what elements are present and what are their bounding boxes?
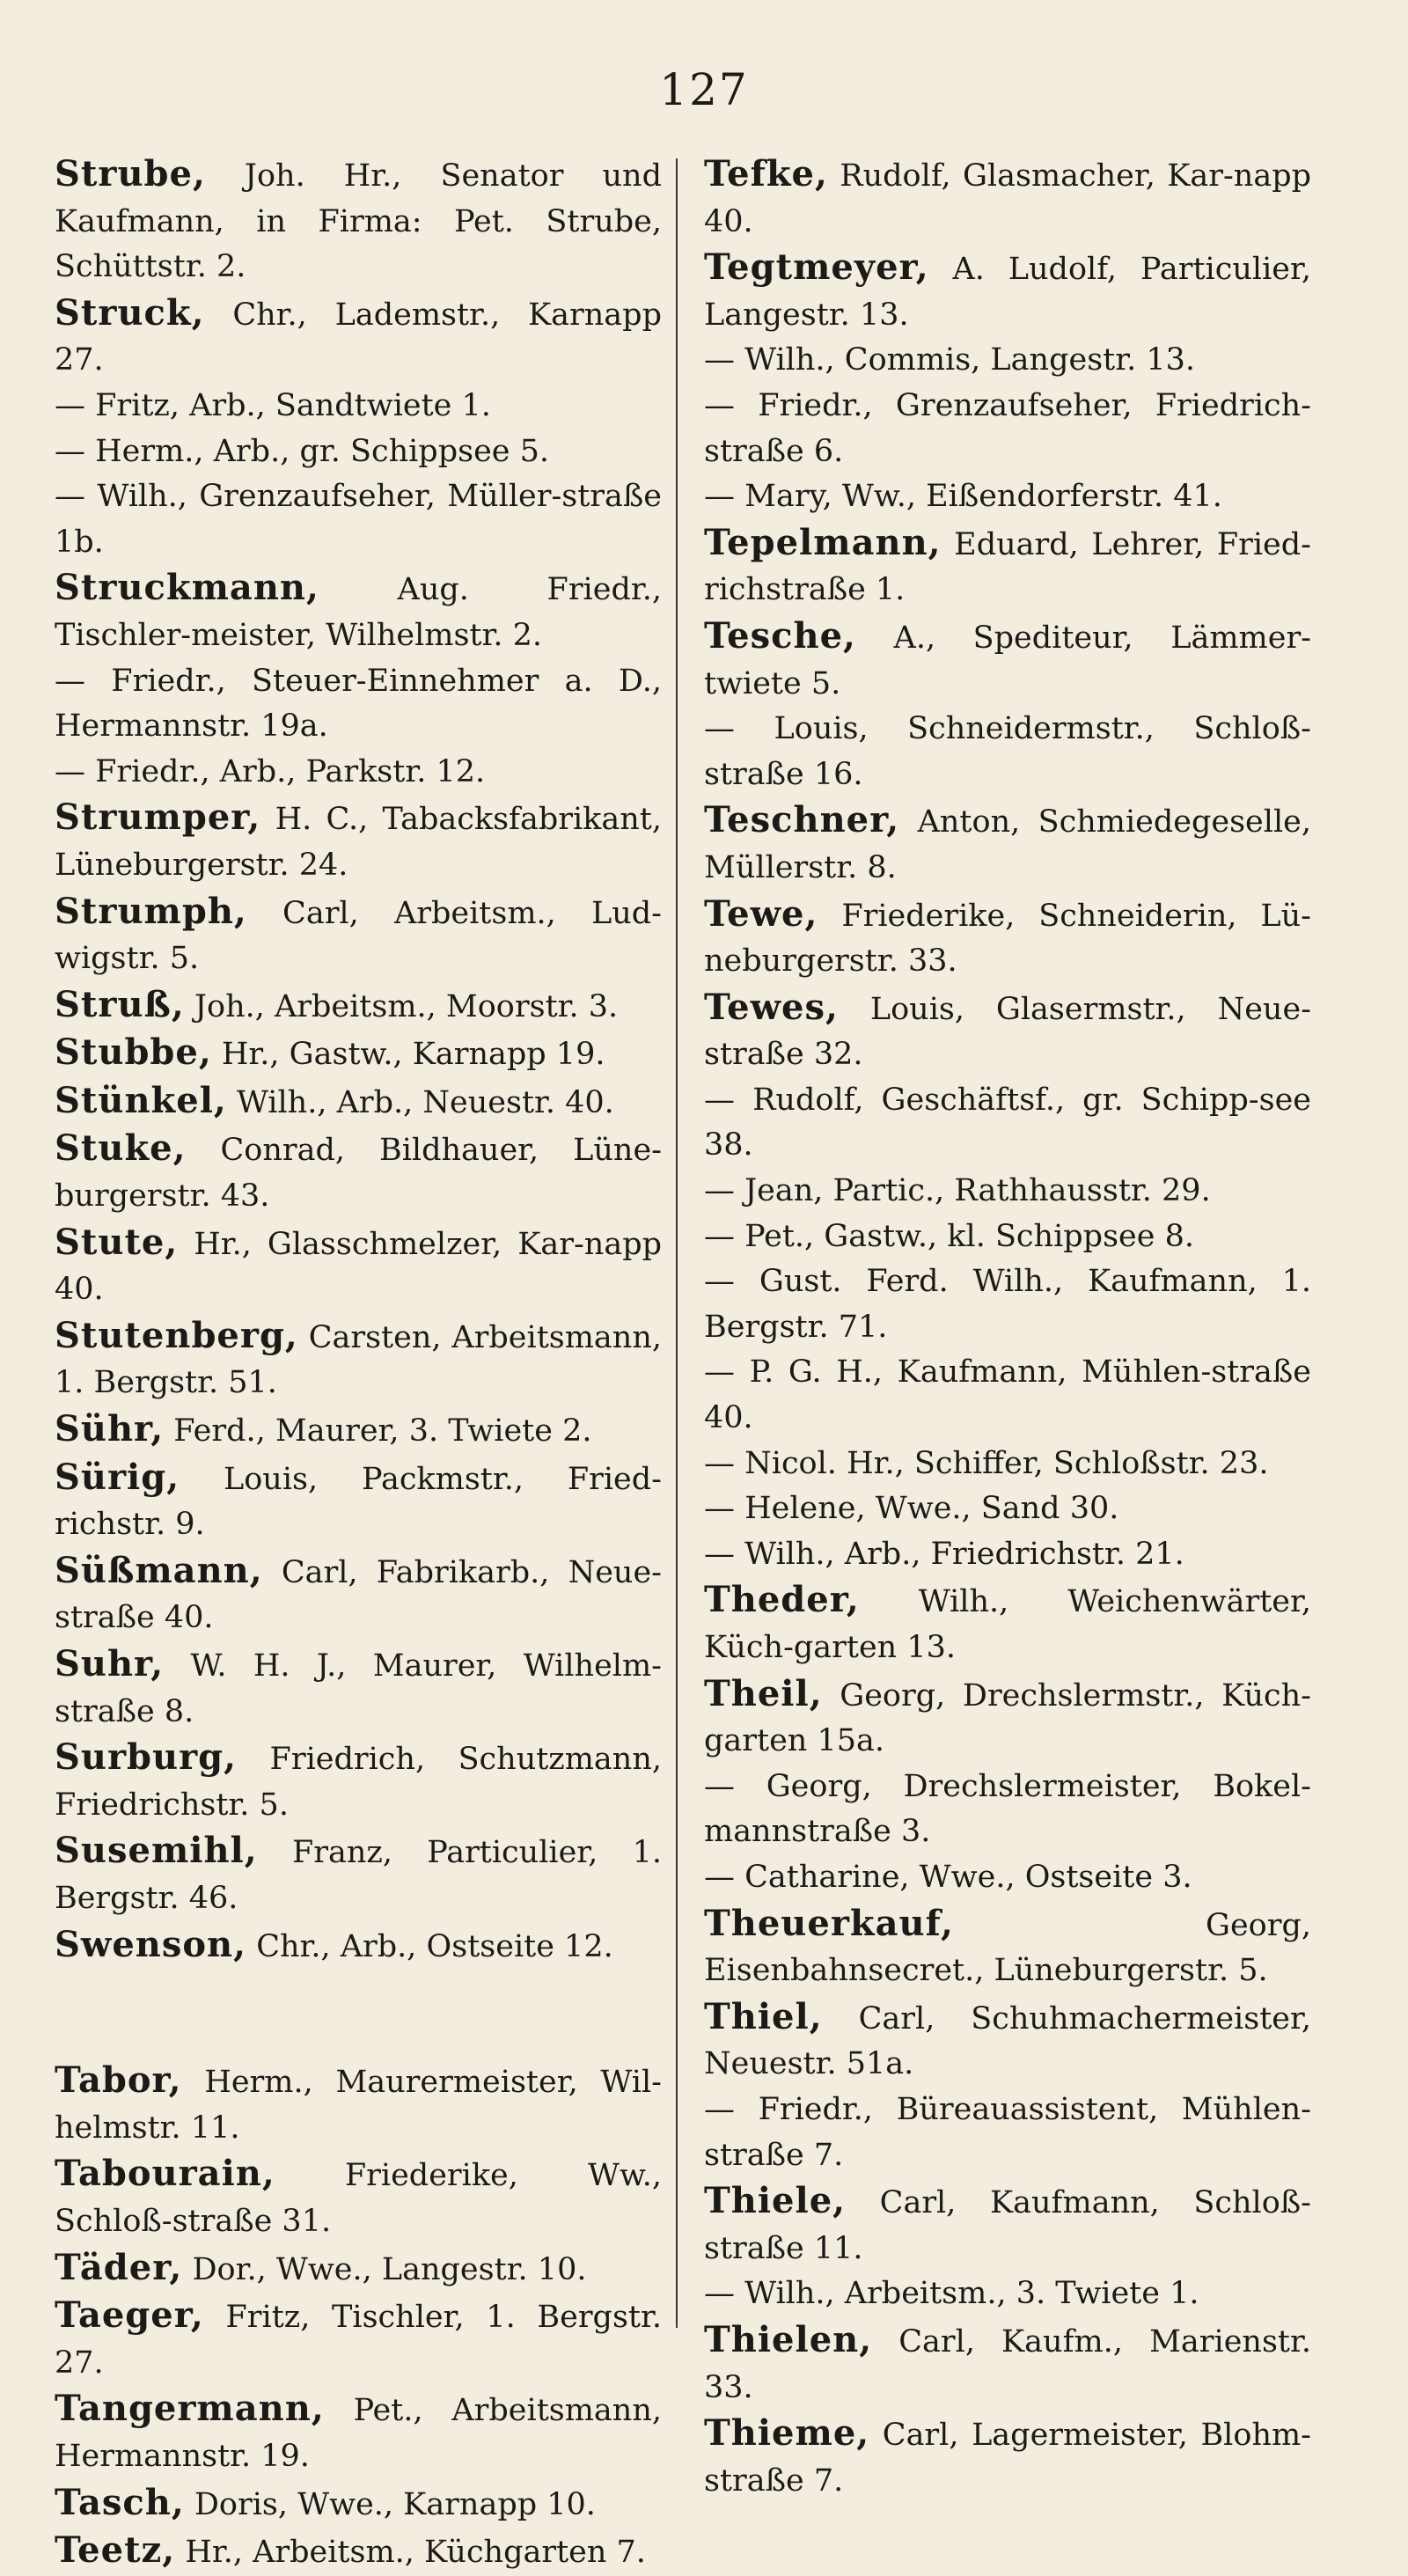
entry-surname: Theil, (704, 1672, 823, 1714)
directory-entry (704, 2178, 1311, 2271)
entry-details: — Friedr., Grenzaufseher, Friedrich-straße 6. (704, 387, 1311, 469)
entry-details: Carl, Lagermeister, Blohm-straße 7. (704, 2418, 1311, 2499)
entry-surname: Swenson, (55, 1923, 247, 1965)
entry-details: Pet., Arbeitsmann, Hermannstr. 19. (55, 2393, 662, 2474)
entry-surname: Struck, (55, 291, 205, 334)
directory-entry (55, 2058, 662, 2151)
entry-details: — Wilh., Arbeitsm., 3. Twiete 1. (704, 2276, 1199, 2312)
entry-surname: Teschner, (704, 799, 900, 841)
entry-surname: Suhr, (55, 1643, 165, 1684)
directory-entry (704, 1855, 1311, 1901)
entry-details: Franz, Particulier, 1. Bergstr. 46. (55, 1835, 662, 1916)
entry-details: Friederike, Schneiderin, Lü-neburgerstr. 33. (704, 898, 1311, 980)
entry-details: Carl, Kaufmann, Schloß-straße 11. (704, 2185, 1311, 2266)
entry-details: Chr., Lademstr., Karnapp 27. (55, 297, 662, 378)
entry-details: — Friedr., Büreauassistent, Mühlen-straße 7. (704, 2091, 1311, 2173)
entry-surname: Theuerkauf, (704, 1902, 954, 1944)
entry-details: — Mary, Ww., Eißendorferstr. 41. (704, 479, 1222, 515)
entry-details: — Fritz, Arb., Sandtwiete 1. (55, 387, 491, 423)
directory-entry (55, 1220, 662, 1313)
entry-surname: Stuke, (55, 1127, 187, 1170)
directory-entry (55, 1078, 662, 1127)
directory-entry (55, 474, 662, 565)
entry-surname: Stünkel, (55, 1079, 227, 1121)
directory-entry (55, 2386, 662, 2479)
entry-details: — Gust. Ferd. Wilh., Kaufmann, 1. Bergstr. 71. (704, 1264, 1311, 1345)
entry-surname: Taeger, (55, 2294, 204, 2337)
entry-details: Georg, Drechslermstr., Küch-garten 15a. (704, 1677, 1311, 1759)
entry-details: Carl, Kaufm., Marienstr. 33. (704, 2323, 1311, 2405)
entry-surname: Stute, (55, 1221, 179, 1263)
directory-entry (704, 1765, 1311, 1855)
entry-surname: Thiele, (704, 2180, 847, 2222)
entry-surname: Täder, (55, 2246, 183, 2288)
directory-entry (704, 2088, 1311, 2178)
entry-surname: Sürig, (55, 1456, 180, 1498)
entry-details: Louis, Glasermstr., Neue-straße 32. (704, 991, 1311, 1073)
directory-entry (704, 1671, 1311, 1765)
entry-surname: Thieme, (704, 2412, 870, 2455)
entry-surname: Tesche, (704, 614, 856, 657)
page-number: 127 (659, 64, 749, 115)
entry-details: Joh. Hr., Senator und Kaufmann, in Firma: Pet. Strube, Schüttstr. 2. (55, 158, 662, 285)
entry-details: — Pet., Gastw., kl. Schippsee 8. (704, 1218, 1194, 1254)
entry-surname: Surburg, (55, 1736, 238, 1779)
entry-details: — Friedr., Arb., Parkstr. 12. (55, 753, 486, 789)
directory-entry (55, 1922, 662, 1971)
directory-entry (704, 985, 1311, 1078)
entry-surname: Stubbe, (55, 1031, 212, 1074)
entry-surname: Struckmann, (55, 567, 319, 609)
directory-entry (55, 659, 662, 750)
directory-entry (55, 795, 662, 888)
entry-details: Wilh., Weichenwärter, Küch-garten 13. (704, 1584, 1311, 1665)
directory-entry (704, 384, 1311, 474)
directory-entry (704, 2271, 1311, 2317)
directory-entry (55, 1735, 662, 1828)
directory-entry (704, 338, 1311, 384)
entry-details: — Louis, Schneidermstr., Schloß-straße 16. (704, 711, 1311, 792)
entry-details: Chr., Arb., Ostseite 12. (246, 1928, 613, 1964)
entry-details: Friederike, Ww., Schloß-straße 31. (55, 2158, 662, 2239)
entry-details: — Wilh., Grenzaufseher, Müller-straße 1b. (55, 479, 662, 560)
entry-details: — Friedr., Steuer-Einnehmer a. D., Hermannstr. 19a. (55, 663, 662, 745)
entry-details: Eduard, Lehrer, Fried-richstraße 1. (704, 526, 1311, 608)
entry-details: Herm., Maurermeister, Wil-helmstr. 11. (55, 2065, 662, 2146)
entry-surname: Tabourain, (55, 2153, 275, 2195)
entry-details: Carl, Arbeitsm., Lud-wigstr. 5. (55, 895, 662, 977)
entry-details: — Wilh., Commis, Langestr. 13. (704, 342, 1196, 378)
entry-details: — Catharine, Wwe., Ostseite 3. (704, 1859, 1192, 1895)
directory-entry (704, 151, 1311, 245)
entry-surname: Sühr, (55, 1408, 165, 1450)
entry-details: — Georg, Drechslermeister, Bokel-mannstraße 3. (704, 1768, 1311, 1850)
directory-entry (704, 1532, 1311, 1578)
directory-entry (55, 2245, 662, 2293)
entry-details: W. H. J., Maurer, Wilhelm-straße 8. (55, 1648, 662, 1729)
entry-details: Rudolf, Glasmacher, Kar-napp 40. (704, 158, 1311, 239)
directory-entry (704, 1994, 1311, 2088)
directory-entry (704, 1169, 1311, 1215)
directory-entry (55, 384, 662, 429)
entry-details: Carl, Schuhmachermeister, Neuestr. 51a. (704, 2000, 1311, 2082)
entry-details: — Wilh., Arb., Friedrichstr. 21. (704, 1536, 1184, 1572)
directory-entry (704, 1215, 1311, 1260)
entry-surname: Tewes, (704, 986, 839, 1028)
directory-entry (55, 1126, 662, 1219)
entry-details: Friedrich, Schutzmann, Friedrichstr. 5. (55, 1742, 662, 1823)
directory-entry (55, 565, 662, 658)
directory-entry (55, 151, 662, 290)
entry-details: A., Spediteur, Lämmer-twiete 5. (704, 620, 1311, 701)
directory-entry (704, 1442, 1311, 1487)
entry-details: H. C., Tabacksfabrikant, Lüneburgerstr. 24. (55, 802, 662, 883)
entry-surname: Strumper, (55, 796, 261, 839)
directory-entry (55, 982, 662, 1031)
directory-entry (704, 1259, 1311, 1350)
entry-details: A. Ludolf, Particulier, Langestr. 13. (704, 252, 1311, 333)
entry-details: Hr., Glasschmelzer, Kar-napp 40. (55, 1226, 662, 1308)
entry-details: Carsten, Arbeitsmann, 1. Bergstr. 51. (55, 1319, 662, 1401)
directory-entry (704, 1901, 1311, 1994)
entry-surname: Tewe, (704, 892, 818, 935)
directory-entry (55, 290, 662, 384)
directory-entry (704, 1486, 1311, 1532)
directory-entry (704, 2411, 1311, 2504)
entry-surname: Stutenberg, (55, 1314, 298, 1356)
directory-entry (704, 2317, 1311, 2411)
entry-surname: Strumph, (55, 890, 247, 932)
directory-entry (704, 245, 1311, 338)
entry-details: Georg, Eisenbahnsecret., Lüneburgerstr. 5. (704, 1907, 1311, 1989)
entry-surname: Teetz, (55, 2529, 176, 2572)
entry-surname: Tepelmann, (704, 521, 942, 563)
section-gap (55, 1970, 662, 2058)
entry-details: Hr., Gastw., Karnapp 19. (211, 1037, 605, 1073)
directory-entry (704, 474, 1311, 520)
directory-entry (55, 2528, 662, 2576)
directory-entry (55, 1455, 662, 1548)
left-column (55, 151, 662, 2576)
directory-entry (704, 520, 1311, 613)
directory-entry (55, 1030, 662, 1078)
entry-details: — P. G. H., Kaufmann, Mühlen-straße 40. (704, 1354, 1311, 1436)
entry-surname: Struß, (55, 983, 185, 1025)
entry-details: — Helene, Wwe., Sand 30. (704, 1491, 1119, 1527)
directory-entry (55, 889, 662, 982)
entry-details: — Rudolf, Geschäftsf., gr. Schipp-see 38. (704, 1082, 1311, 1163)
entry-details: Joh., Arbeitsm., Moorstr. 3. (184, 988, 619, 1024)
entry-details: Carl, Fabrikarb., Neue-straße 40. (55, 1554, 662, 1636)
entry-details: Anton, Schmiedegeselle, Müllerstr. 8. (704, 804, 1311, 885)
entry-surname: Tefke, (704, 153, 828, 194)
entry-surname: Tegtmeyer, (704, 246, 929, 289)
entry-surname: Tasch, (55, 2481, 185, 2523)
entry-surname: Süßmann, (55, 1549, 263, 1591)
entry-details: Doris, Wwe., Karnapp 10. (184, 2486, 596, 2522)
directory-entry (55, 2293, 662, 2386)
entry-details: Hr., Arbeitsm., Küchgarten 7. (175, 2535, 646, 2571)
entry-details: Wilh., Arb., Neuestr. 40. (226, 1084, 614, 1120)
directory-entry (55, 1313, 662, 1406)
directory-entry (55, 1828, 662, 1921)
entry-surname: Strube, (55, 153, 206, 194)
entry-surname: Tangermann, (55, 2388, 325, 2430)
entry-details: — Herm., Arb., gr. Schippsee 5. (55, 433, 550, 469)
directory-entry (704, 1577, 1311, 1670)
directory-entry (704, 892, 1311, 985)
entry-surname: Thielen, (704, 2318, 873, 2360)
directory-entry (704, 1350, 1311, 1441)
entry-surname: Susemihl, (55, 1830, 258, 1872)
directory-entry (55, 1406, 662, 1455)
entry-surname: Theder, (704, 1579, 860, 1621)
entry-details: Fritz, Tischler, 1. Bergstr. 27. (55, 2300, 662, 2381)
entry-details: — Jean, Partic., Rathhausstr. 29. (704, 1173, 1211, 1209)
entry-details: Conrad, Bildhauer, Lüne-burgerstr. 43. (55, 1133, 662, 1215)
entry-details: Louis, Packmstr., Fried-richstr. 9. (55, 1461, 662, 1543)
directory-entry (55, 2151, 662, 2244)
entry-surname: Tabor, (55, 2059, 182, 2102)
directory-entry (55, 750, 662, 796)
entry-details: Aug. Friedr., Tischler-meister, Wilhelmstr. 2. (55, 572, 662, 653)
entry-details: Ferd., Maurer, 3. Twiete 2. (164, 1413, 592, 1449)
entry-details: Dor., Wwe., Langestr. 10. (182, 2251, 587, 2287)
directory-entry (704, 1078, 1311, 1169)
directory-entry (704, 707, 1311, 797)
directory-entry (55, 1641, 662, 1735)
entry-surname: Thiel, (704, 1995, 823, 2037)
directory-entry (704, 797, 1311, 891)
directory-entry (704, 613, 1311, 707)
directory-entry (55, 1548, 662, 1641)
directory-entry (55, 429, 662, 475)
entry-details: — Nicol. Hr., Schiffer, Schloßstr. 23. (704, 1445, 1269, 1481)
directory-entry (55, 2480, 662, 2528)
right-column (704, 151, 1311, 2504)
column-divider (676, 158, 678, 2328)
